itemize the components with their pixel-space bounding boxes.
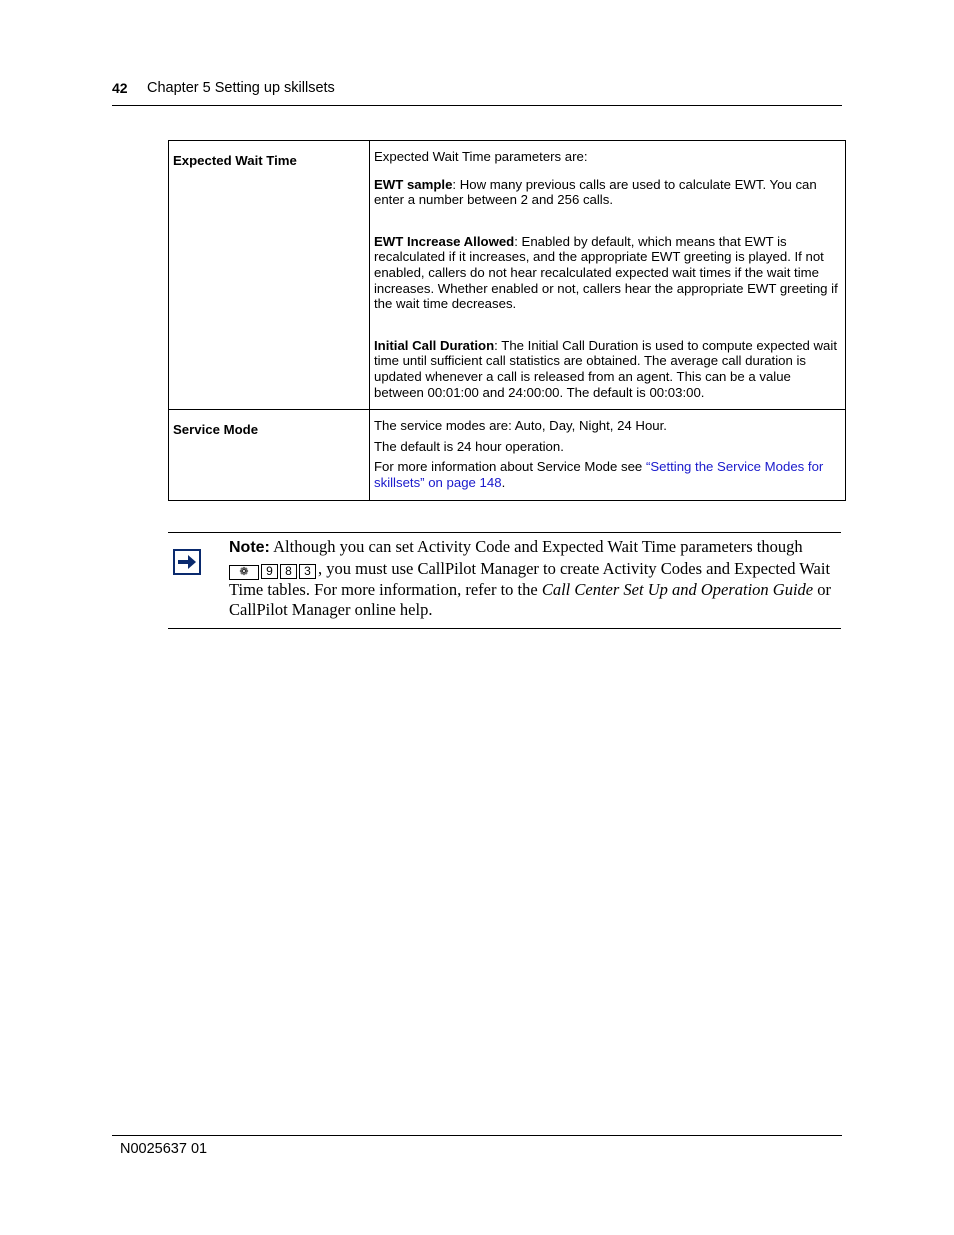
note-text-2: , you must use CallPilot Manager to create Activity Codes and Expected Wait Time tables. For more information, refer to the (229, 558, 831, 599)
row-description-service-mode (370, 410, 846, 500)
key-8: 8 (280, 564, 297, 579)
service-modes-line: The service modes are: Auto, Day, Night, 24 Hour. (374, 418, 667, 434)
key-3: 3 (299, 564, 316, 579)
row-label-service-mode: Service Mode (169, 410, 370, 500)
page-footer (112, 1135, 842, 1157)
term-ewt-sample: EWT sample (374, 176, 453, 192)
note-text (229, 537, 841, 621)
key-9: 9 (261, 564, 278, 579)
text-ewt-sample: : How many previous calls are used to calculate EWT. You can enter a number between 2 and 256 calls. (374, 176, 817, 208)
parameters-table (168, 140, 846, 501)
chapter-title: Chapter 5 Setting up skillsets (147, 80, 335, 96)
term-initial-call-duration: Initial Call Duration (374, 337, 495, 353)
page-number: 42 (112, 80, 128, 96)
term-ewt-increase: EWT Increase Allowed (374, 233, 515, 249)
ewt-intro: Expected Wait Time parameters are: (374, 149, 588, 164)
row-description-expected-wait-time (370, 141, 846, 410)
document-number: N0025637 01 (120, 1141, 208, 1157)
more-info-prefix: For more information about Service Mode see (374, 459, 646, 475)
guide-title: Call Center Set Up and Operation Guide (541, 579, 814, 599)
right-arrow-icon (173, 549, 201, 575)
service-more-info-line (374, 459, 839, 490)
note-text-1: Although you can set Activity Code and Expected Wait Time parameters though (269, 537, 803, 556)
service-modes-link[interactable]: “Setting the Service Modes for skillsets” on page 148 (374, 459, 824, 490)
page-header (112, 80, 842, 106)
note-label: Note: (229, 539, 270, 556)
text-ewt-increase: : Enabled by default, which means that EWT is recalculated if it increases, and the appropriate EWT greeting is played. If not enabled, callers do not hear recalculated expected wait times if the wait time increases. Whether enabled or not, callers hear the appropriate EWT greeting if the wait time decreases. (374, 233, 838, 312)
service-default-line: The default is 24 hour operation. (374, 438, 564, 454)
more-info-suffix: . (501, 474, 506, 490)
feature-key-icon: ❁ (229, 565, 259, 580)
table-row (169, 141, 846, 410)
ewt-sample-item (374, 177, 839, 208)
ewt-increase-item (374, 234, 839, 312)
row-label-expected-wait-time: Expected Wait Time (169, 141, 370, 410)
note-box (168, 532, 841, 629)
note-text-3: or CallPilot Manager online help. (229, 579, 832, 619)
text-initial-call-duration: : The Initial Call Duration is used to compute expected wait time until sufficient call statistics are obtained. The average call duration is updated whenever a call is released from an agent. This can be a value between 00:01:00 and 24:00:00. The default is 00:03:00. (374, 337, 837, 400)
table-row (169, 410, 846, 500)
initial-call-duration-item (374, 338, 839, 400)
